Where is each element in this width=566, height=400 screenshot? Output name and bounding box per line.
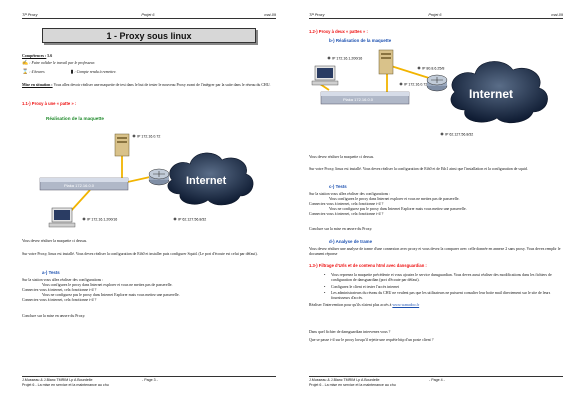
page-footer [22,376,276,388]
footer-line1: J.Musseau & J.Blanc TMRIM Lp A Bourdelle [22,378,93,382]
tests-line-d: Connectez vous à internet, cela fonctionne t-il ? [22,298,97,303]
hub-label: Plaka 172.16.0.0 [343,97,374,102]
validate-icon: ✍ [22,61,29,67]
ip-top-label: IP 80.8.6.25/8 [422,66,445,71]
mise-en-situation [22,83,276,88]
tests-line-a: Vous configurez le proxy dans Internet explorer et vous ne mettez pas de passerelle. [42,283,173,288]
hub-label: Plaka 172.16.0.0 [64,183,95,188]
header-right: mai-09 [264,13,276,17]
ip-dot [174,218,177,221]
page-number: - Page 4 - [429,378,445,382]
ip-client-label: IP 172.16.1.200/16 [87,217,118,222]
report-text: : Compte rendu à remettre. [74,69,117,74]
ip-dot [83,218,86,221]
list-item: • Configurez le client et tester l'accès internet [331,285,563,290]
ip-router-label: IP 62.127.56.8/32 [445,132,474,137]
section-1-3-heading: 1.3-) Filtrage d'Urls et de contenu html avec dansguardian : [309,263,427,268]
header-center: Projet 6 [141,13,155,17]
header-left: TP Proxy [309,13,325,17]
hourglass-icon: ⌛ [22,69,29,75]
cable [70,190,90,212]
competences-label: Compétences : [22,54,47,58]
text-p1: Vous devez réaliser la maquette ci dessus. [309,155,375,159]
competences-value: 5.6 [47,54,53,58]
page-header [309,13,563,19]
ip-dot [328,57,331,60]
right-page [309,8,563,394]
ip-dot [418,67,421,70]
tests-heading: c-) Tests [329,184,347,189]
tests-block [22,278,276,303]
diagram-title: Réalisation de la maquette [46,116,104,121]
page-number: - Page 3 - [142,378,158,382]
proxy-server-icon [115,134,129,156]
bullet-list [309,273,563,301]
list-item: • Les administrateurs du réseau du CHU ne veulent pas que les utilisateurs ne puissent consulter leur boite mail directement sur le site de leurs fournisseurs d'accès. [331,291,563,301]
wanadoo-link[interactable]: www.wanadoo.fr [392,302,420,307]
ip-proxy-label: IP 172.16.0.72 [404,82,428,87]
header-center: Projet 6 [428,13,442,17]
ip-dot [441,133,444,136]
after-bullets [309,303,563,308]
client-computer-icon [49,208,75,227]
ip-dot [400,83,403,86]
trame-text: Vous devez réaliser une analyse de trame d'une connexion avec proxy et vous devez la comparer avec celle donnée en annexe 2 sans proxy. Vous devez remplir le document réponse [309,247,561,257]
tests-line-c: Vous ne configurez pas le proxy dans Internet Explorer mais vous mettez une passerelle. [329,207,467,212]
trame-heading: d-) Analyse de trame [329,239,373,244]
router-icon [427,75,447,91]
left-page [22,8,276,394]
text-p2: Sur votre Proxy, linux est installé. Vous devez réaliser la configuration de Eth0 et installer puis configurer Squid. (Le port d'écoute est celui par défaut). [22,252,258,256]
network-diagram [22,120,276,230]
ip-router-label: IP 62.127.56.8/32 [178,217,207,222]
ip-client-label: IP 172.16.1.200/16 [332,56,363,61]
competences-line1: : Faire valider le travail par le professeur. [29,61,96,66]
section-1-1-heading: 1.1-) Proxy à une « patte » : [22,101,77,106]
text-p2: Sur votre Proxy, linux est installé. Vous devez réaliser la configuration de Eth0 et de Eth1 ainsi que l'installation et la configuration de squid. [309,167,528,171]
section-1-2-heading: 1.2-) Proxy à deux « pattes » : [309,29,368,34]
tests-line-d: Connectez vous à internet, cela fonctionne t-il ? [309,212,384,217]
router-icon [149,169,169,185]
footer-line1: J.Musseau & J.Blanc TMRIM Lp A Bourdelle [309,378,380,382]
proxy-server-icon [379,50,393,74]
competences-block [22,54,276,76]
after-bullets-text: Réaliser l'intervention pour qu'ils n'aient plus accès à [309,302,392,307]
list-item: • Vous reprenez la maquette précédente et vous ajoutez le service dansguardian. Vous devez aussi réaliser des modifications dans les fichiers de configuration de dansguardian (port d'écoute par défaut). [331,273,563,283]
diagram-title: b-) Réalisation de la maquette [329,38,392,43]
tests-line-b: Connectez vous à internet, cela fonctionne t-il ? [309,202,384,207]
tests-line-b: Connectez vous à internet, cela fonctionne t-il ? [22,288,97,293]
question-2: Que se passe t-il sur le proxy lorsqu'il rejette une requête http d'un poste client ? [309,338,434,342]
header-left: TP Proxy [22,13,38,17]
page-footer [309,376,563,388]
internet-label: Internet [186,175,227,187]
text-p1: Vous devez réaliser la maquette ci dessus. [22,239,88,243]
page-title: 1 - Proxy sous linux [42,28,256,43]
mise-label: Mise en situation : [22,83,53,87]
conclusion: Conclure sur la mise en œuvre du Proxy. [22,314,86,318]
tests-line-c: Vous ne configurez pas le proxy dans Internet Explorer mais vous mettez une passerelle. [42,293,180,298]
ip-proxy-label: IP 172.16.0.72 [137,134,161,139]
tests-intro: Sur la station vous allez réaliser des configurations : [309,192,391,196]
tests-heading: a-) Tests [42,270,60,275]
report-icon: ▮ [70,69,74,75]
client-computer-icon [312,66,338,85]
page-header [22,13,276,19]
mise-text: Vous allez devoir réaliser une maquette de test dans le but de tester le nouveau Proxy avant de l'intégrer par la suite dans le réseau du CHU. [53,83,271,87]
ip-dot [133,135,136,138]
header-right: mai-09 [551,13,563,17]
tests-line-a: Vous configurez le proxy dans Internet explorer et vous ne mettez pas de passerelle. [329,197,460,202]
conclusion: Conclure sur la mise en œuvre du Proxy. [309,227,373,231]
internet-label: Internet [469,87,514,101]
dansguardian-block [309,273,563,308]
footer-line2: Projet 6 - La mise en service et la maintenance au chu [22,382,109,387]
tests-block [309,192,563,217]
time-text: : 4 heures [29,69,45,74]
network-diagram [309,42,563,146]
tests-intro: Sur la station vous allez réaliser des configurations : [22,278,104,282]
footer-line2: Projet 6 - La mise en service et la maintenance au chu [309,382,396,387]
question-1: Dans quel fichier de dansguardian intervenez vous ? [309,330,391,334]
